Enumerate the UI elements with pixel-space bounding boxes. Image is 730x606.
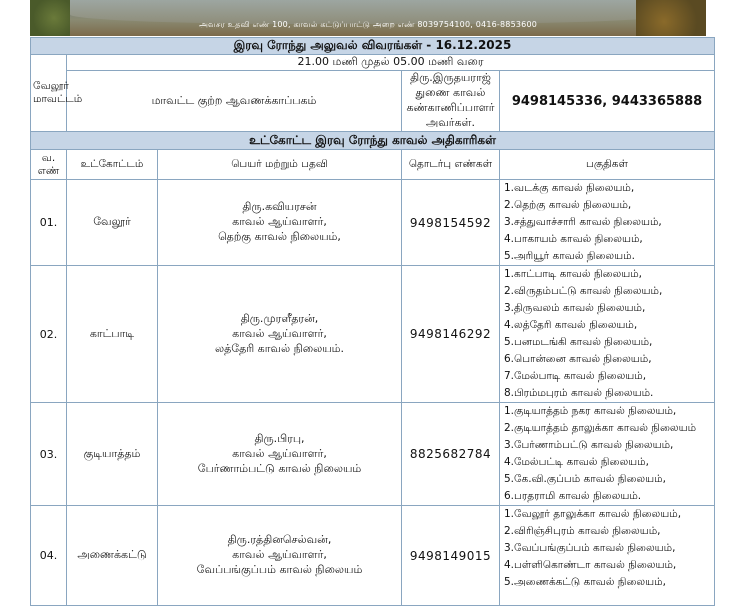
banner-emergency-note: அவசர உதவி எண் 100, காவல் கட்டுப்பாட்டு அறை எண் 8039754100, 0416-8853600 bbox=[198, 20, 538, 29]
district-label: வேலூர் மாவட்டம் bbox=[31, 55, 67, 132]
row-phone: 9498146292 bbox=[402, 266, 500, 403]
document-title: இரவு ரோந்து அலுவல் விவரங்கள் - 16.12.2025 bbox=[31, 38, 715, 55]
row-sno: 03. bbox=[31, 403, 67, 506]
officer-station: தெற்கு காவல் நிலையம், bbox=[218, 230, 341, 243]
patrol-duty-table bbox=[30, 37, 715, 606]
area-item: 4.பாகாயம் காவல் நிலையம், bbox=[504, 233, 643, 245]
area-item: 3.பேர்ணாம்பட்டு காவல் நிலையம், bbox=[504, 439, 674, 451]
area-item: 6.பரதராமி காவல் நிலையம். bbox=[504, 490, 642, 502]
area-item: 5.பனமடங்கி காவல் நிலையம், bbox=[504, 336, 653, 348]
area-item: 2.தெற்கு காவல் நிலையம், bbox=[504, 199, 632, 211]
area-item: 4.பள்ளிகொண்டா காவல் நிலையம், bbox=[504, 559, 677, 571]
area-item: 1.குடியாத்தம் நகர காவல் நிலையம், bbox=[504, 405, 677, 417]
officer-name: திரு.பிரபு, bbox=[254, 431, 305, 445]
banner-tree-right bbox=[636, 0, 706, 36]
row-officer bbox=[158, 180, 402, 266]
officer-station: லத்தேரி காவல் நிலையம். bbox=[214, 341, 345, 355]
col-header-subdivision: உட்கோட்டம் bbox=[67, 150, 158, 180]
area-item: 7.மேல்பாடி காவல் நிலையம், bbox=[504, 370, 647, 382]
area-item: 5.அணைக்கட்டு காவல் நிலையம், bbox=[504, 576, 666, 588]
area-item: 6.பொன்னை காவல் நிலையம், bbox=[504, 353, 652, 365]
banner-tree-left bbox=[30, 0, 70, 36]
col-header-contact: தொடர்பு எண்கள் bbox=[402, 150, 500, 180]
row-areas bbox=[500, 403, 715, 506]
col-header-name-post: பெயர் மற்றும் பதவி bbox=[158, 150, 402, 180]
table-row bbox=[31, 266, 715, 403]
row-subdivision: குடியாத்தம் bbox=[67, 403, 158, 506]
area-item: 3.வேப்பங்குப்பம் காவல் நிலையம், bbox=[504, 542, 676, 554]
col-header-areas: பகுதிகள் bbox=[500, 150, 715, 180]
area-item: 3.சத்துவாச்சாரி காவல் நிலையம், bbox=[504, 216, 662, 228]
area-item: 4.மேல்பட்டி காவல் நிலையம், bbox=[504, 456, 649, 468]
officer-phones: 9498145336, 9443365888 bbox=[500, 71, 715, 132]
row-subdivision: அணைக்கட்டு bbox=[67, 506, 158, 606]
table-row bbox=[31, 403, 715, 506]
row-officer bbox=[158, 266, 402, 403]
row-areas bbox=[500, 266, 715, 403]
area-item: 2.குடியாத்தம் தாலுக்கா காவல் நிலையம் bbox=[504, 422, 697, 434]
officer-rank: துணை காவல் கண்காணிப்பாளர் அவர்கள். bbox=[406, 86, 495, 129]
officer-name: திரு.இருதயராஜ் bbox=[410, 71, 491, 84]
area-item: 5.அரியூர் காவல் நிலையம். bbox=[504, 250, 635, 262]
officer-station: வேப்பங்குப்பம் காவல் நிலையம் bbox=[196, 563, 363, 576]
section-title: உட்கோட்ட இரவு ரோந்து காவல் அதிகாரிகள் bbox=[31, 132, 715, 150]
officer-name: திரு.ரத்தினசெல்வன், bbox=[227, 533, 332, 546]
header-banner bbox=[30, 0, 706, 36]
row-sno: 02. bbox=[31, 266, 67, 403]
row-phone: 9498149015 bbox=[402, 506, 500, 606]
officer-info bbox=[402, 71, 500, 132]
table-row bbox=[31, 180, 715, 266]
row-phone: 9498154592 bbox=[402, 180, 500, 266]
area-item: 2.விரிஞ்சிபுரம் காவல் நிலையம், bbox=[504, 525, 661, 537]
row-sno: 04. bbox=[31, 506, 67, 606]
officer-post: காவல் ஆய்வாளர், bbox=[232, 215, 327, 228]
area-item: 5.கே.வி.குப்பம் காவல் நிலையம், bbox=[504, 473, 666, 485]
area-item: 1.வடக்கு காவல் நிலையம், bbox=[504, 182, 635, 194]
officer-post: காவல் ஆய்வாளர், bbox=[232, 326, 327, 340]
officer-post: காவல் ஆய்வாளர், bbox=[232, 548, 327, 561]
row-areas bbox=[500, 180, 715, 266]
officer-station: பேர்ணாம்பட்டு காவல் நிலையம் bbox=[197, 461, 362, 475]
time-range: 21.00 மணி முதல் 05.00 மணி வரை bbox=[67, 55, 715, 71]
row-sno: 01. bbox=[31, 180, 67, 266]
row-phone: 8825682784 bbox=[402, 403, 500, 506]
area-item: 3.திருவலம் காவல் நிலையம், bbox=[504, 302, 646, 314]
area-item: 1.வேலூர் தாலுக்கா காவல் நிலையம், bbox=[504, 508, 682, 520]
area-item: 1.காட்பாடி காவல் நிலையம், bbox=[504, 268, 643, 280]
area-item: 8.பிரம்மபுரம் காவல் நிலையம். bbox=[504, 387, 654, 399]
officer-name: திரு.முரளீதரன், bbox=[240, 311, 319, 325]
row-subdivision: வேலூர் bbox=[67, 180, 158, 266]
area-item: 2.விருதம்பட்டு காவல் நிலையம், bbox=[504, 285, 663, 297]
row-officer bbox=[158, 403, 402, 506]
unit-name: மாவட்ட குற்ற ஆவணக்காப்பகம் bbox=[67, 71, 402, 132]
col-header-sno: வ. எண் bbox=[31, 150, 67, 180]
officer-post: காவல் ஆய்வாளர், bbox=[232, 446, 327, 460]
officer-name: திரு.கவியரசன் bbox=[242, 200, 317, 213]
area-item: 4.லத்தேரி காவல் நிலையம், bbox=[504, 319, 638, 331]
row-subdivision: காட்பாடி bbox=[67, 266, 158, 403]
